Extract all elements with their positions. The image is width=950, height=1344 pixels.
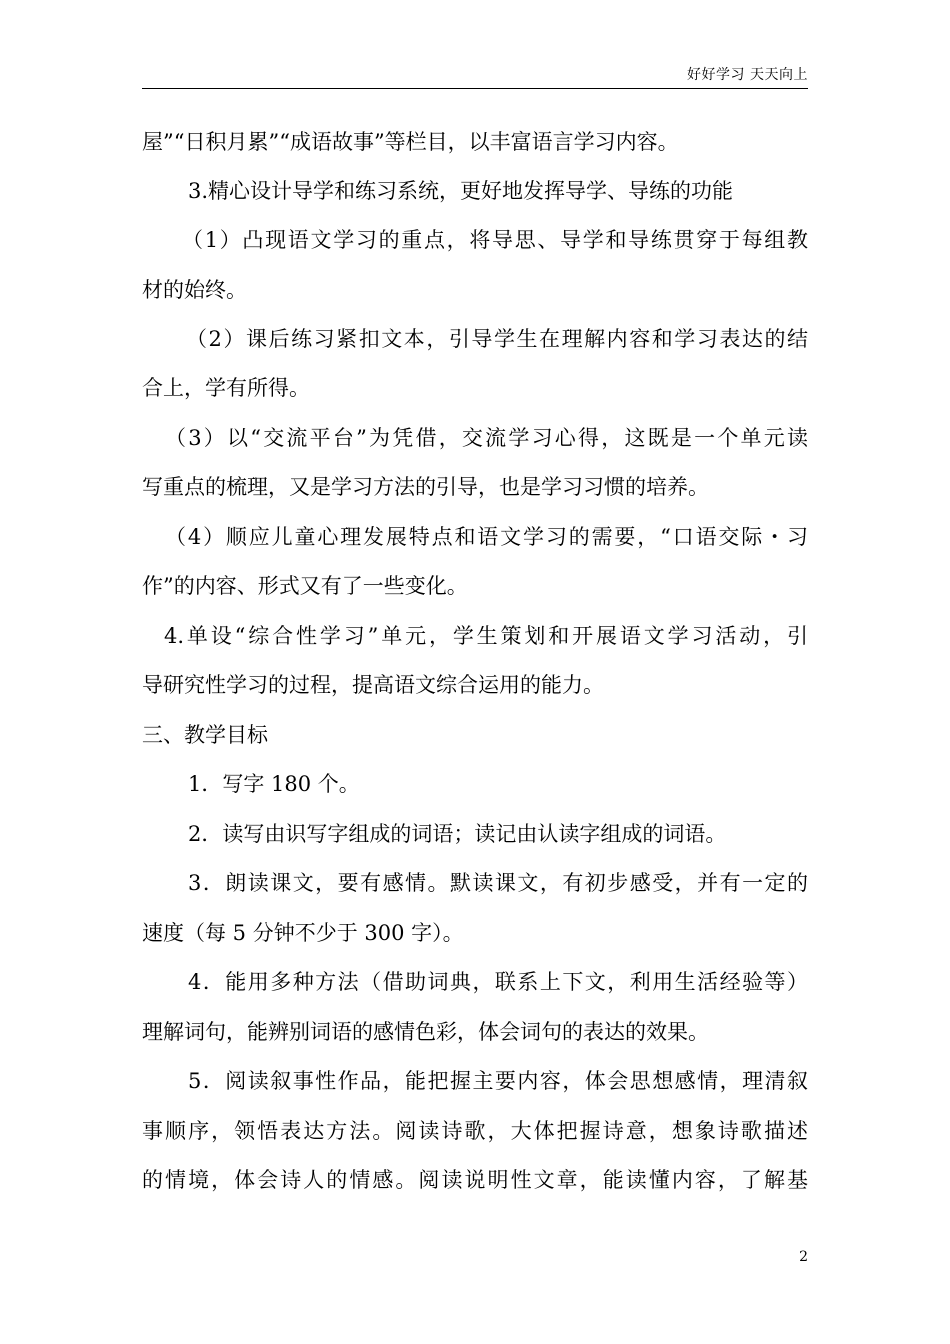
text-line: 3．朗读课文，要有感情。默读课文，有初步感受，并有一定的	[188, 871, 808, 895]
text-line: 写重点的梳理，又是学习方法的引导，也是学习习惯的培养。	[142, 475, 709, 499]
text-line: （2）课后练习紧扣文本，引导学生在理解内容和学习表达的结	[186, 327, 808, 351]
text-line: 5．阅读叙事性作品，能把握主要内容，体会思想感情，理清叙	[188, 1069, 808, 1093]
text-line: 材的始终。	[142, 278, 247, 302]
text-line: 合上，学有所得。	[142, 376, 310, 400]
text-line: 3.精心设计导学和练习系统，更好地发挥导学、导练的功能	[188, 179, 734, 203]
header-divider	[142, 88, 808, 89]
text-line: 速度（每 5 分钟不少于 300 字）。	[142, 921, 464, 945]
text-line: （3）以“交流平台”为凭借，交流学习心得，这既是一个单元读	[165, 426, 808, 450]
page-number: 2	[799, 1249, 808, 1265]
text-line: 事顺序，领悟表达方法。阅读诗歌，大体把握诗意，想象诗歌描述	[142, 1119, 808, 1143]
section-heading: 三、教学目标	[142, 723, 268, 747]
text-line: 4．能用多种方法（借助词典，联系上下文，利用生活经验等）	[188, 970, 808, 994]
header-motto: 好好学习 天天向上	[687, 67, 808, 83]
text-line: 作”的内容、形式又有了一些变化。	[142, 574, 468, 598]
text-line: 理解词句，能辨别词语的感情色彩，体会词句的表达的效果。	[142, 1020, 709, 1044]
text-line: 4.单设“综合性学习”单元，学生策划和开展语文学习活动，引	[164, 624, 808, 648]
text-line: 1．写字 180 个。	[188, 772, 360, 796]
text-line: 导研究性学习的过程，提高语文综合运用的能力。	[142, 673, 604, 697]
text-line: 屋”“日积月累”“成语故事”等栏目，以丰富语言学习内容。	[142, 130, 679, 154]
text-line: （4）顺应儿童心理发展特点和语文学习的需要，“口语交际・习	[165, 525, 808, 549]
text-line: （1）凸现语文学习的重点，将导思、导学和导练贯穿于每组教	[182, 228, 808, 252]
text-line: 2．读写由识写字组成的词语；读记由认读字组成的词语。	[188, 822, 727, 846]
text-line: 的情境，体会诗人的情感。阅读说明性文章，能读懂内容，了解基	[142, 1168, 808, 1192]
